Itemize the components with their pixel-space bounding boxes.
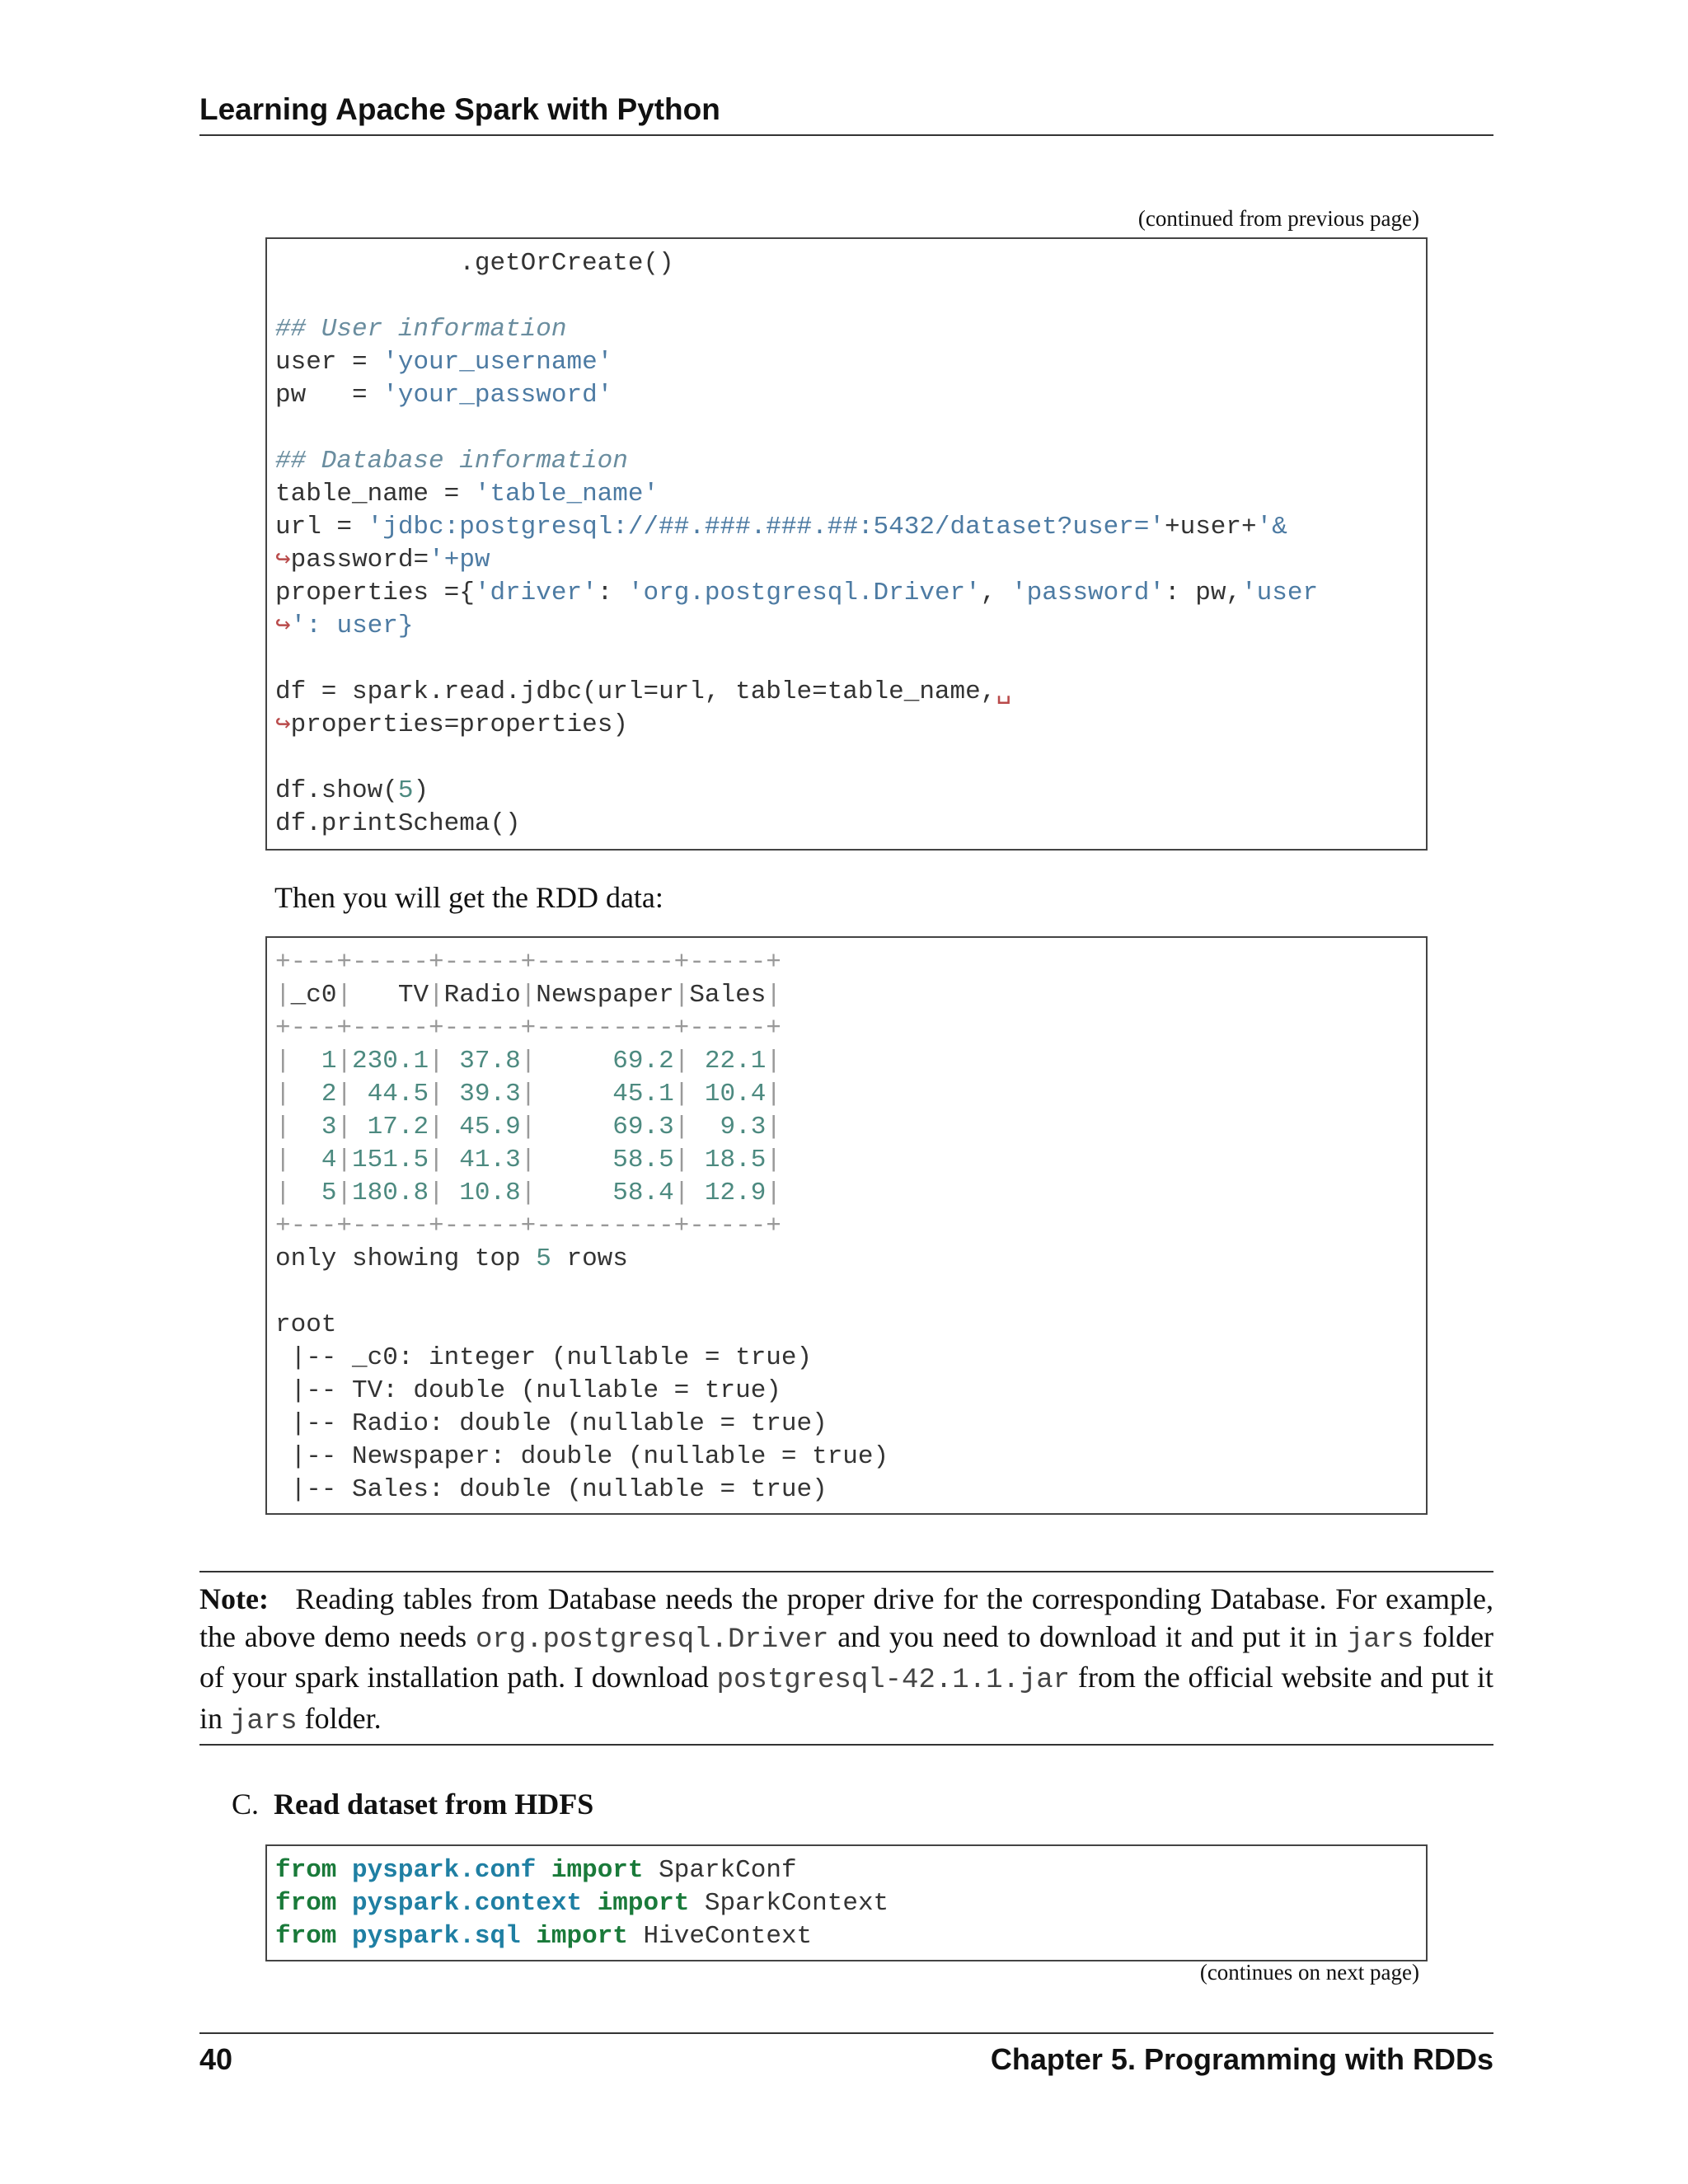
table-header-cell: _c0 <box>290 981 337 1010</box>
schema-line: |-- Sales: double (nullable = true) <box>275 1475 828 1504</box>
table-pipe: | <box>429 1146 444 1174</box>
note-text-part: folder of your spark installation path. I download <box>199 1619 1494 1694</box>
footer-rule <box>199 2032 1493 2034</box>
keyword-from: from <box>275 1889 337 1918</box>
code-line: df.show(5) <box>275 776 429 805</box>
table-cell: 12.9 <box>689 1179 767 1207</box>
intro-paragraph: Then you will get the RDD data: <box>274 881 663 914</box>
code-line: ↪password='+pw <box>275 546 490 574</box>
table-pipe: | <box>336 1146 353 1174</box>
keyword-import: import <box>597 1889 690 1918</box>
module-name: pyspark.conf <box>352 1856 537 1885</box>
table-pipe: | <box>429 1113 444 1141</box>
table-cell: 151.5 <box>352 1146 429 1174</box>
table-pipe: | <box>520 1047 537 1076</box>
table-header-cell: TV <box>352 981 429 1010</box>
table-pipe: | <box>275 981 291 1010</box>
rows-count: 5 <box>536 1244 551 1273</box>
code-line: ↪properties=properties) <box>275 710 628 739</box>
table-cell: 3 <box>290 1113 337 1141</box>
code-line: url = 'jdbc:postgresql://##.###.###.##:5432/dataset?user='+user+'& <box>275 513 1287 541</box>
code-hdfs-listing <box>275 1854 889 1953</box>
line-continuation-mark: ␣ <box>996 677 1012 706</box>
table-pipe: | <box>429 1179 444 1207</box>
table-cell: 4 <box>290 1146 337 1174</box>
table-cell: 44.5 <box>352 1080 429 1108</box>
running-header-title: Learning Apache Spark with Python <box>199 92 720 126</box>
table-cell: 22.1 <box>689 1047 767 1076</box>
imported-name: SparkConf <box>659 1856 797 1885</box>
line-continuation-mark: ↪ <box>275 710 291 739</box>
table-row <box>275 1080 781 1108</box>
code-line: user = 'your_username' <box>275 348 613 377</box>
table-pipe: | <box>336 1179 353 1207</box>
string-literal: 'password' <box>1010 579 1165 607</box>
note-top-rule <box>199 1571 1493 1572</box>
table-pipe: | <box>275 1080 291 1108</box>
table-pipe: | <box>429 1047 444 1076</box>
table-header-cell: Radio <box>443 981 521 1010</box>
table-pipe: | <box>520 1146 537 1174</box>
schema-line: |-- TV: double (nullable = true) <box>275 1376 781 1405</box>
string-literal: 'your_password' <box>382 381 613 410</box>
table-pipe: | <box>336 1047 353 1076</box>
code-block-hdfs <box>265 1844 1428 1961</box>
inline-code: jars <box>1346 1624 1414 1656</box>
table-cell: 10.8 <box>443 1179 521 1207</box>
table-cell: 5 <box>290 1179 337 1207</box>
string-literal: '+pw <box>429 546 490 574</box>
table-header-cell: Sales <box>689 981 767 1010</box>
table-cell: 37.8 <box>443 1047 521 1076</box>
table-row <box>275 1047 781 1076</box>
table-separator: +---+-----+-----+---------+-----+ <box>275 1212 781 1240</box>
code-line: pw = 'your_password' <box>275 381 613 410</box>
table-pipe: | <box>766 981 781 1010</box>
table-pipe: | <box>429 981 444 1010</box>
header-rule <box>199 134 1493 136</box>
table-pipe: | <box>429 1080 444 1108</box>
schema-line: |-- _c0: integer (nullable = true) <box>275 1343 813 1372</box>
note-text-part: folder. <box>304 1701 382 1735</box>
module-name: pyspark.sql <box>352 1922 521 1951</box>
table-pipe: | <box>766 1146 781 1174</box>
keyword-import: import <box>551 1856 644 1885</box>
inline-code: postgresql-42.1.1.jar <box>716 1665 1071 1696</box>
code-line: df = spark.read.jdbc(url=url, table=table_name,␣ <box>275 677 1012 706</box>
code-comment: ## Database information <box>275 447 628 476</box>
code-block-output <box>265 936 1428 1515</box>
schema-root: root <box>275 1310 337 1339</box>
inline-code: jars <box>230 1705 298 1737</box>
table-header-cell: Newspaper <box>536 981 674 1010</box>
section-marker: C. <box>232 1788 260 1821</box>
line-continuation-mark: ↪ <box>275 612 291 640</box>
table-cell: 18.5 <box>689 1146 767 1174</box>
table-cell: 58.5 <box>536 1146 674 1174</box>
table-pipe: | <box>275 1179 291 1207</box>
string-literal: 'your_username' <box>382 348 613 377</box>
string-literal: 'org.postgresql.Driver' <box>627 579 981 607</box>
output-footer-line: only showing top 5 rows <box>275 1244 628 1273</box>
note-label: Note: <box>199 1582 269 1615</box>
string-literal: ': user} <box>290 612 414 640</box>
table-row <box>275 1146 781 1174</box>
string-literal: '& <box>1256 513 1287 541</box>
imported-name: HiveContext <box>643 1922 813 1951</box>
import-line <box>275 1889 889 1918</box>
string-literal: 'table_name' <box>474 480 659 509</box>
table-body <box>275 1047 781 1207</box>
continues-next-note: (continues on next page) <box>1199 1960 1419 1985</box>
table-pipe: | <box>673 1080 690 1108</box>
table-pipe: | <box>673 1179 690 1207</box>
table-cell: 230.1 <box>352 1047 429 1076</box>
table-pipe: | <box>275 1146 291 1174</box>
code-block-jdbc <box>265 237 1428 851</box>
table-pipe: | <box>520 1113 537 1141</box>
string-literal: 'user <box>1241 579 1319 607</box>
schema-line: |-- Radio: double (nullable = true) <box>275 1409 828 1438</box>
table-separator: +---+-----+-----+---------+-----+ <box>275 1014 781 1043</box>
table-pipe: | <box>275 1047 291 1076</box>
keyword-from: from <box>275 1922 337 1951</box>
table-cell: 9.3 <box>689 1113 767 1141</box>
code-line: properties ={'driver': 'org.postgresql.Driver', 'password': pw,'user <box>275 579 1319 607</box>
module-name: pyspark.context <box>352 1889 583 1918</box>
table-separator: +---+-----+-----+---------+-----+ <box>275 948 781 977</box>
table-pipe: | <box>766 1179 781 1207</box>
table-pipe: | <box>766 1113 781 1141</box>
table-pipe: | <box>520 1080 537 1108</box>
code-jdbc-listing <box>275 247 1318 841</box>
table-cell: 58.4 <box>536 1179 674 1207</box>
continued-from-note: (continued from previous page) <box>1137 206 1419 231</box>
table-cell: 1 <box>290 1047 337 1076</box>
line-continuation-mark: ↪ <box>275 546 291 574</box>
table-pipe: | <box>766 1080 781 1108</box>
table-row <box>275 1113 781 1141</box>
code-line: table_name = 'table_name' <box>275 480 659 509</box>
keyword-import: import <box>536 1922 628 1951</box>
code-line <box>275 612 414 640</box>
note-text-part: from the official website and put it in <box>199 1661 1494 1735</box>
table-cell: 17.2 <box>352 1113 429 1141</box>
table-pipe: | <box>336 1113 353 1141</box>
table-cell: 69.3 <box>536 1113 674 1141</box>
table-cell: 45.9 <box>443 1113 521 1141</box>
string-literal: 'jdbc:postgresql://##.###.###.##:5432/dataset?user=' <box>367 513 1165 541</box>
table-pipe: | <box>673 981 690 1010</box>
code-comment: ## User information <box>275 315 567 344</box>
section-heading <box>232 1787 593 1821</box>
inline-code: org.postgresql.Driver <box>475 1624 829 1656</box>
table-cell: 180.8 <box>352 1179 429 1207</box>
chapter-title: Chapter 5. Programming with RDDs <box>990 2042 1493 2076</box>
table-pipe: | <box>336 1080 353 1108</box>
table-pipe: | <box>673 1113 690 1141</box>
note-paragraph <box>199 1581 1493 1741</box>
table-row <box>275 1179 781 1207</box>
table-cell: 45.1 <box>536 1080 674 1108</box>
table-pipe: | <box>520 1179 537 1207</box>
note-text-part: Reading tables from Database needs the proper drive for the corresponding Database. For example, the above demo needs <box>199 1582 1493 1653</box>
table-cell: 10.4 <box>689 1080 767 1108</box>
table-header-row <box>275 981 781 1010</box>
import-line <box>275 1922 812 1951</box>
code-line: df.printSchema() <box>275 809 521 838</box>
table-pipe: | <box>766 1047 781 1076</box>
table-pipe: | <box>520 981 537 1010</box>
table-pipe: | <box>673 1146 690 1174</box>
section-title: Read dataset from HDFS <box>274 1788 594 1821</box>
imported-name: SparkContext <box>704 1889 889 1918</box>
schema-line: |-- Newspaper: double (nullable = true) <box>275 1442 889 1471</box>
import-line <box>275 1856 797 1885</box>
table-pipe: | <box>673 1047 690 1076</box>
table-cell: 69.2 <box>536 1047 674 1076</box>
table-cell: 39.3 <box>443 1080 521 1108</box>
number-literal: 5 <box>397 776 414 805</box>
table-pipe: | <box>275 1113 291 1141</box>
code-line: .getOrCreate() <box>275 249 674 278</box>
string-literal: 'driver' <box>474 579 598 607</box>
note-bottom-rule <box>199 1744 1493 1746</box>
rdd-output-listing <box>275 946 889 1507</box>
page-number: 40 <box>199 2042 233 2076</box>
note-text-part: and you need to download it and put it in <box>837 1619 1338 1653</box>
table-pipe: | <box>336 981 353 1010</box>
table-cell: 2 <box>290 1080 337 1108</box>
keyword-from: from <box>275 1856 337 1885</box>
table-cell: 41.3 <box>443 1146 521 1174</box>
